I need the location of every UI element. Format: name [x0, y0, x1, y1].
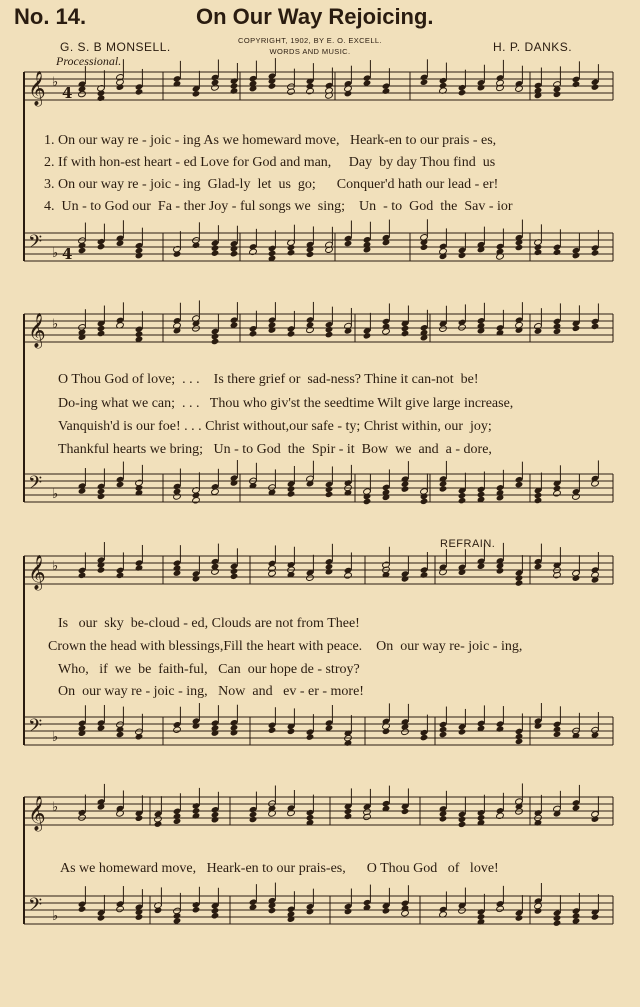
lyric-line: 3. On our way re - joic - ing Glad-ly let us go; Conquer'd hath our lead - er! [44, 177, 499, 192]
note-head [420, 79, 429, 86]
note-head [306, 87, 315, 94]
note-head [135, 88, 144, 95]
note-head [534, 249, 543, 256]
staff-lines [24, 72, 613, 924]
note-head [382, 328, 391, 335]
treble-clef-icon: 𝄞 [28, 313, 46, 348]
note-head [173, 726, 182, 733]
note-head [268, 727, 277, 734]
note-head [135, 564, 144, 571]
note-head [420, 498, 429, 505]
note-head [458, 497, 467, 504]
note-head [97, 493, 106, 500]
note-head [306, 251, 315, 258]
note-head [230, 479, 239, 486]
note-head [439, 815, 448, 822]
treble-clef-icon: 𝄞 [28, 555, 46, 590]
note-head [211, 84, 220, 91]
note-head [439, 731, 448, 738]
note-head [458, 252, 467, 259]
note-head [135, 815, 144, 822]
note-head [97, 243, 106, 250]
flat-sign-icon: ♭ [52, 800, 59, 815]
note-head [306, 733, 315, 740]
note-head [420, 571, 429, 578]
note-heads [78, 72, 600, 926]
lyric-line: Who, if we be faith-ful, Can our hope de - stroy? [58, 662, 360, 677]
note-head [116, 905, 125, 912]
lyric-line: Is our sky be-cloud - ed, Clouds are not from Thee! [58, 616, 360, 631]
note-head [230, 87, 239, 94]
note-head [287, 490, 296, 497]
hymn-title: On Our Way Rejoicing. [196, 4, 434, 29]
bass-clef-icon: 𝄢 [28, 895, 43, 920]
note-head [287, 249, 296, 256]
note-head [192, 906, 201, 913]
note-head [534, 563, 543, 570]
note-head [78, 90, 87, 97]
lyricist-credit: G. S. B MONSELL. [60, 40, 171, 54]
note-head [230, 573, 239, 580]
note-head [97, 566, 106, 573]
composer-credit: H. P. DANKS. [493, 40, 573, 54]
copyright-line: COPYRIGHT, 1902, BY E. O. EXCELL. [238, 36, 382, 45]
note-head [173, 569, 182, 576]
note-head [515, 579, 524, 586]
note-head [553, 731, 562, 738]
treble-clef-icon: 𝄞 [28, 796, 46, 831]
note-head [78, 906, 87, 913]
note-head [401, 910, 410, 917]
note-head [344, 572, 353, 579]
lyric-line: On our way re - joic - ing, Now and ev - er - more! [58, 684, 364, 699]
flat-sign-icon: ♭ [52, 317, 59, 332]
note-head [173, 917, 182, 924]
note-head [401, 330, 410, 337]
lyric-line: Vanquish'd is our foe! . . . Christ without,our safe - ty; Christ within, our joy; [58, 419, 492, 434]
flat-sign-icon: ♭ [52, 246, 59, 261]
flat-sign-icon: ♭ [52, 730, 59, 745]
note-head [515, 738, 524, 745]
note-head [534, 497, 543, 504]
note-head [401, 728, 410, 735]
time-signature-icon: 4 [62, 84, 73, 102]
note-head [591, 249, 600, 256]
note-head [97, 95, 106, 102]
note-head [287, 728, 296, 735]
hymn-number: No. 14. [14, 4, 87, 29]
note-head [116, 572, 125, 579]
note-head [515, 481, 524, 488]
note-head [325, 491, 334, 498]
note-head [553, 249, 562, 256]
bass-clef-icon: 𝄢 [28, 232, 43, 257]
note-head [553, 919, 562, 926]
note-head [230, 250, 239, 257]
treble-clef-icon: 𝄞 [28, 71, 46, 106]
note-head [211, 816, 220, 823]
note-head [382, 87, 391, 94]
note-head [97, 330, 106, 337]
note-head [287, 330, 296, 337]
note-head [572, 804, 581, 811]
note-head [306, 908, 315, 915]
note-head [344, 813, 353, 820]
note-head [553, 91, 562, 98]
note-head [249, 816, 258, 823]
bass-clef-icon: 𝄢 [28, 473, 43, 498]
copyright-line: WORDS AND MUSIC. [269, 47, 351, 56]
note-head [496, 725, 505, 732]
note-head [401, 575, 410, 582]
note-head [553, 490, 562, 497]
note-head [572, 252, 581, 259]
note-head [306, 574, 315, 581]
note-head [192, 90, 201, 97]
clef-signs [28, 71, 72, 924]
note-head [458, 821, 467, 828]
lyric-line: 1. On our way re - joic - ing As we homeward move, Heark-en to our prais - es, [44, 133, 497, 148]
note-head [173, 818, 182, 825]
note-head [534, 722, 543, 729]
note-head [553, 328, 562, 335]
flat-sign-icon: ♭ [52, 559, 59, 574]
note-head [173, 493, 182, 500]
note-head [515, 244, 524, 251]
note-head [211, 912, 220, 919]
note-head [135, 252, 144, 259]
note-head [192, 497, 201, 504]
bass-clef-icon: 𝄢 [28, 716, 43, 741]
note-head [325, 568, 334, 575]
note-head [458, 728, 467, 735]
lyric-line: As we homeward move, Heark-en to our prais-es, O Thou God of love! [60, 861, 499, 876]
note-head [363, 498, 372, 505]
note-head [211, 250, 220, 257]
flat-sign-icon: ♭ [52, 75, 59, 90]
note-head [401, 485, 410, 492]
note-head [287, 809, 296, 816]
note-head [97, 914, 106, 921]
note-head [249, 330, 258, 337]
note-head [306, 326, 315, 333]
note-head [439, 325, 448, 332]
note-head [477, 563, 486, 570]
note-head [211, 568, 220, 575]
note-head [268, 907, 277, 914]
refrain-label: REFRAIN. [440, 538, 496, 550]
lyric-line: O Thou God of love; . . . Is there grief or sad-ness? Thine it can-not be! [58, 372, 479, 387]
note-head [458, 89, 467, 96]
note-head [420, 734, 429, 741]
lyric-line: 4. Un - to God our Fa - ther Joy - ful songs we sing; Un - to God the Sav - ior [44, 199, 513, 214]
note-head [268, 82, 277, 89]
flat-sign-icon: ♭ [52, 487, 59, 502]
time-signature-icon: 4 [62, 245, 73, 263]
note-head [211, 488, 220, 495]
note-head [591, 913, 600, 920]
tempo-marking: Processional. [56, 54, 122, 68]
note-head [496, 567, 505, 574]
note-head [116, 240, 125, 247]
lyric-line: Thankful hearts we bring; Un - to God the Spir - it Bow we and a - dore, [58, 442, 492, 457]
note-head [78, 572, 87, 579]
note-head [572, 493, 581, 500]
note-head [135, 913, 144, 920]
note-head [496, 905, 505, 912]
note-head [591, 323, 600, 330]
note-head [439, 485, 448, 492]
note-head [116, 731, 125, 738]
note-head [572, 81, 581, 88]
note-head [458, 907, 467, 914]
note-head [325, 331, 334, 338]
note-head [515, 914, 524, 921]
note-head [382, 907, 391, 914]
note-head [192, 722, 201, 729]
note-head [344, 908, 353, 915]
note-head [572, 325, 581, 332]
lyric-line: 2. If with hon-est heart - ed Love for God and man, Day by day Thou find us [44, 155, 496, 170]
note-head [458, 324, 467, 331]
note-head [344, 240, 353, 247]
lyric-line: Crown the head with blessings,Fill the heart with peace. On our way re- joic - ing, [48, 639, 523, 654]
note-head [591, 83, 600, 90]
note-head [116, 481, 125, 488]
note-head [78, 247, 87, 254]
note-head [401, 808, 410, 815]
note-head [192, 575, 201, 582]
note-head [477, 84, 486, 91]
note-head [363, 332, 372, 339]
note-head [211, 338, 220, 345]
lyric-line: Do-ing what we can; . . . Thou who giv'st the seedtime Wilt give large increase, [58, 396, 514, 411]
note-head [420, 244, 429, 251]
note-head [230, 729, 239, 736]
flat-sign-icon: ♭ [52, 909, 59, 924]
